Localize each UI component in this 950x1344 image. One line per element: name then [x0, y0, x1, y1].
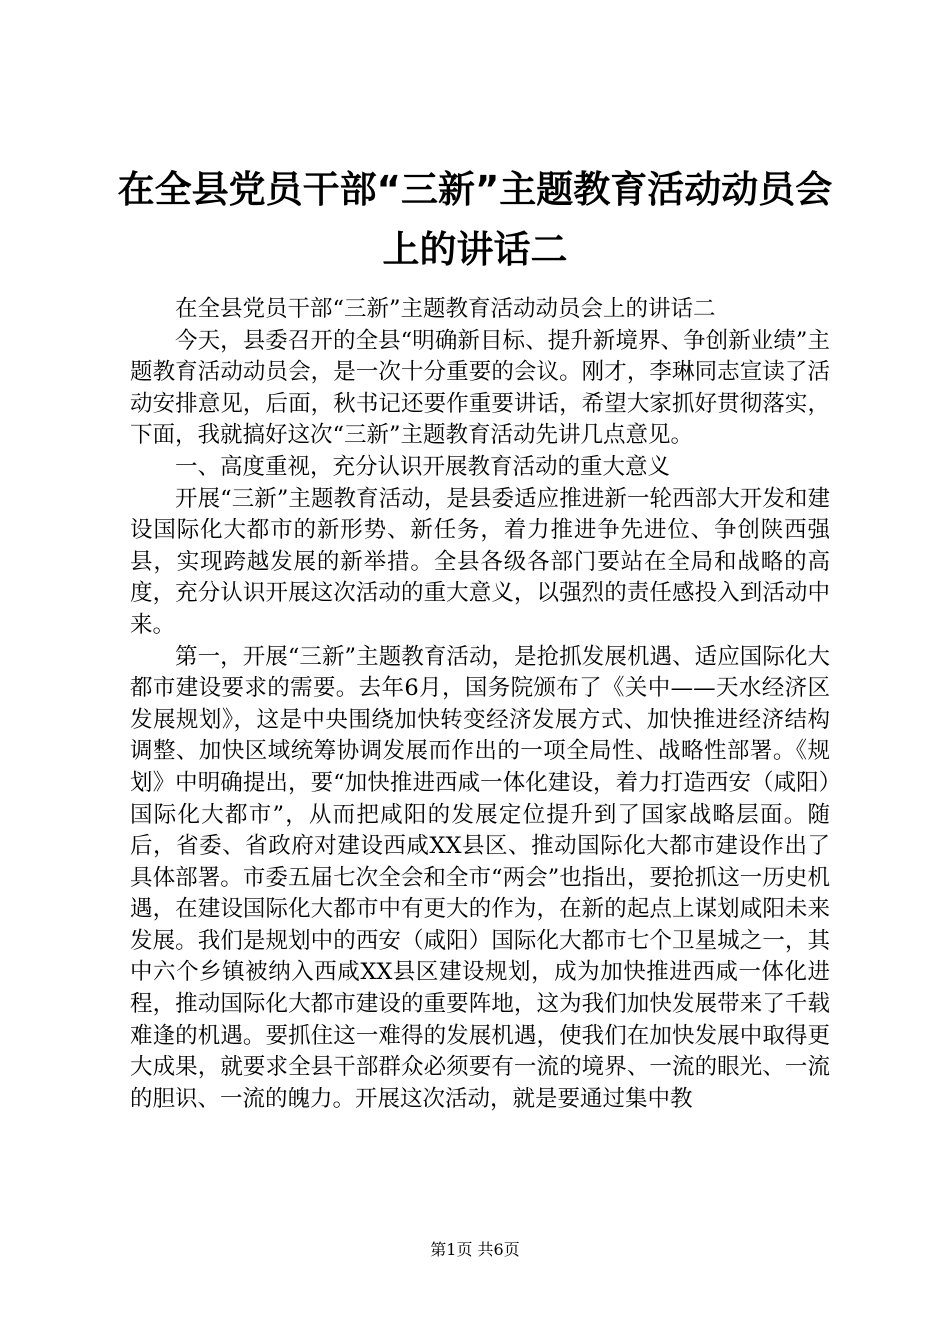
title-line-1: 在全县党员干部“三新”主题教育活动动员会	[117, 168, 833, 211]
paragraph-point-1: 第一，开展“三新”主题教育活动，是抢抓发展机遇、适应国际化大都市建设要求的需要。去年6月，国务院颁布了《关中——天水经济区发展规划》，这是中央围绕加快转变经济发展方式、加快推进经济结构调整、加快区域统筹协调发展而作出的一项全局性、战略性部署。《规划》中明确提出，要“加快推进西咸一体化建设，着力打造西安（咸阳）国际化大都市”，从而把咸阳的发展定位提升到了国家战略层面。随后，省委、省政府对建设西咸XX县区、推动国际化大都市建设作出了具体部署。市委五届七次全会和全市“两会”也指出，要抢抓这一历史机遇，在建设国际化大都市中有更大的作为，在新的起点上谋划咸阳未来发展。我们是规划中的西安（咸阳）国际化大都市七个卫星城之一，其中六个乡镇被纳入西咸XX县区建设规划，成为加快推进西咸一体化进程，推动国际化大都市建设的重要阵地，这为我们加快发展带来了千载难逢的机遇。要抓住这一难得的发展机遇，使我们在加快发展中取得更大成果，就要求全县干部群众必须要有一流的境界、一流的眼光、一流的胆识、一流的魄力。开展这次活动，就是要通过集中教	[130, 643, 830, 1112]
paragraph-intro: 今天，县委召开的全县“明确新目标、提升新境界、争创新业绩”主题教育活动动员会，是一次十分重要的会议。刚才，李琳同志宣读了活动安排意见，后面，秋书记还要作重要讲话，希望大家抓好贯彻落实，下面，我就搞好这次“三新”主题教育活动先讲几点意见。	[130, 327, 830, 449]
paragraph-section-1: 开展“三新”主题教育活动，是县委适应推进新一轮西部大开发和建设国际化大都市的新形势、新任务，着力推进争先进位、争创陕西强县，实现跨越发展的新举措。全县各级各部门要站在全局和战略的高度，充分认识开展这次活动的重大意义，以强烈的责任感投入到活动中来。	[130, 485, 830, 638]
paragraph-heading-repeat: 在全县党员干部“三新”主题教育活动动员会上的讲话二	[175, 296, 716, 322]
title-line-2: 上的讲话二	[382, 228, 568, 271]
page-footer: 第1页 共6页	[430, 1240, 520, 1259]
section-heading-1: 一、高度重视，充分认识开展教育活动的重大意义	[175, 453, 671, 480]
document-body	[130, 294, 830, 1115]
document-title	[110, 160, 840, 280]
